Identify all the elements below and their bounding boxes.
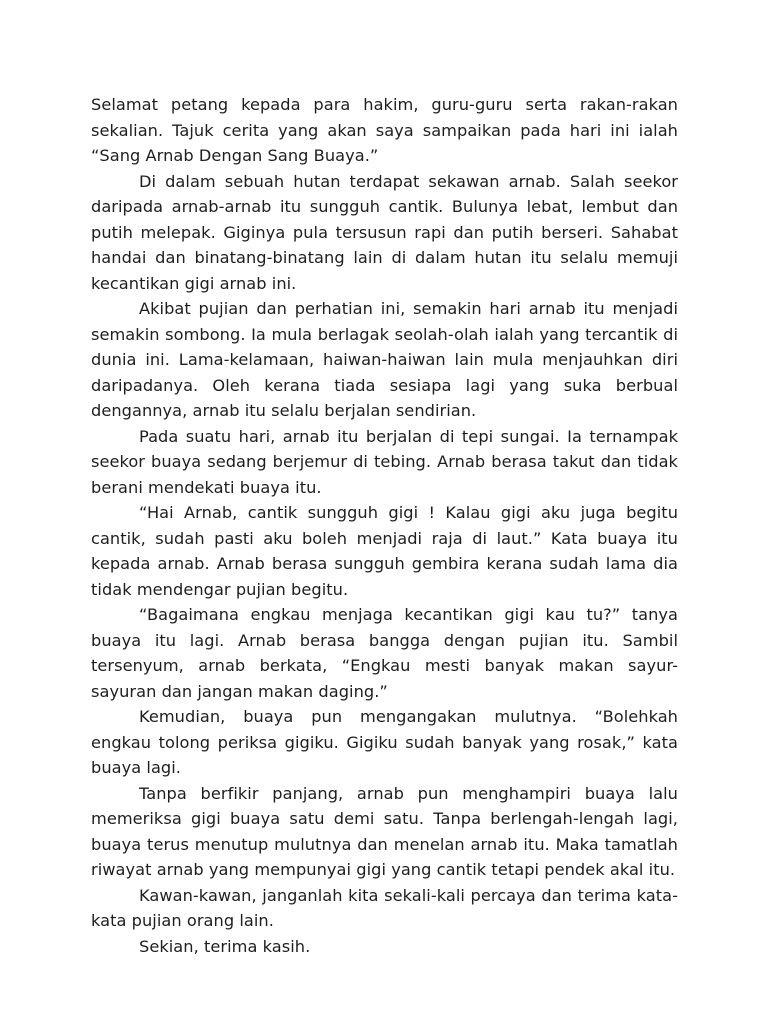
paragraph-crocodile-praise: “Hai Arnab, cantik sungguh gigi ! Kalau gigi aku juga begitu cantik, sudah pasti aku boleh menjadi raja di laut.” Kata buaya itu kepada arnab. Arnab berasa sungguh gembira kerana sudah lama dia tidak mendengar pujian begitu. [91,503,678,599]
speech-text [91,92,678,959]
paragraph-riverbank: Pada suatu hari, arnab itu berjalan di tepi sungai. Ia ternampak seekor buaya sedang berjemur di tebing. Arnab berasa takut dan tidak berani mendekati buaya itu. [91,426,678,497]
paragraph-moral: Kawan-kawan, janganlah kita sekali-kali percaya dan terima kata-kata pujian orang lain. [91,885,678,930]
paragraph-ending: Tanpa berfikir panjang, arnab pun menghampiri buaya lalu memeriksa gigi buaya satu demi satu. Tanpa berlengah-lengah lagi, buaya terus menutup mulutnya dan menelan arnab itu. Maka tamatlah riwayat arnab yang mempunyai gigi yang cantik tetapi pendek akal itu. [91,783,678,879]
paragraph-open-mouth: Kemudian, buaya pun mengangakan mulutnya. “Bolehkah engkau tolong periksa gigiku. Gigiku sudah banyak yang rosak,” kata buaya lagi. [91,707,678,777]
paragraph-forest-rabbit: Di dalam sebuah hutan terdapat sekawan arnab. Salah seekor daripada arnab-arnab itu sungguh cantik. Bulunya lebat, lembut dan putih melepak. Giginya pula tersusun rapi dan putih berseri. Sahabat handai dan binatang-binatang lain di dalam hutan itu selalu memuji kecantikan gigi arnab ini. [91,171,678,293]
paragraph-teeth-care: “Bagaimana engkau menjaga kecantikan gigi kau tu?” tanya buaya itu lagi. Arnab berasa bangga dengan pujian itu. Sambil tersenyum, arnab berkata, “Engkau mesti banyak makan sayur-sayuran dan jangan makan daging.” [91,605,678,701]
paragraph-closing: Sekian, terima kasih. [139,936,311,956]
paragraph-greeting: Selamat petang kepada para hakim, guru-guru serta rakan-rakan sekalian. Tajuk cerita yang akan saya sampaikan pada hari ini ialah “Sang Arnab Dengan Sang Buaya.” [91,95,678,165]
paragraph-arrogance: Akibat pujian dan perhatian ini, semakin hari arnab itu menjadi semakin sombong. Ia mula berlagak seolah-olah ialah yang tercantik di dunia ini. Lama-kelamaan, haiwan-haiwan lain mula menjauhkan diri daripadanya. Oleh kerana tiada sesiapa lagi yang suka berbual dengannya, arnab itu selalu berjalan sendirian. [91,299,678,420]
